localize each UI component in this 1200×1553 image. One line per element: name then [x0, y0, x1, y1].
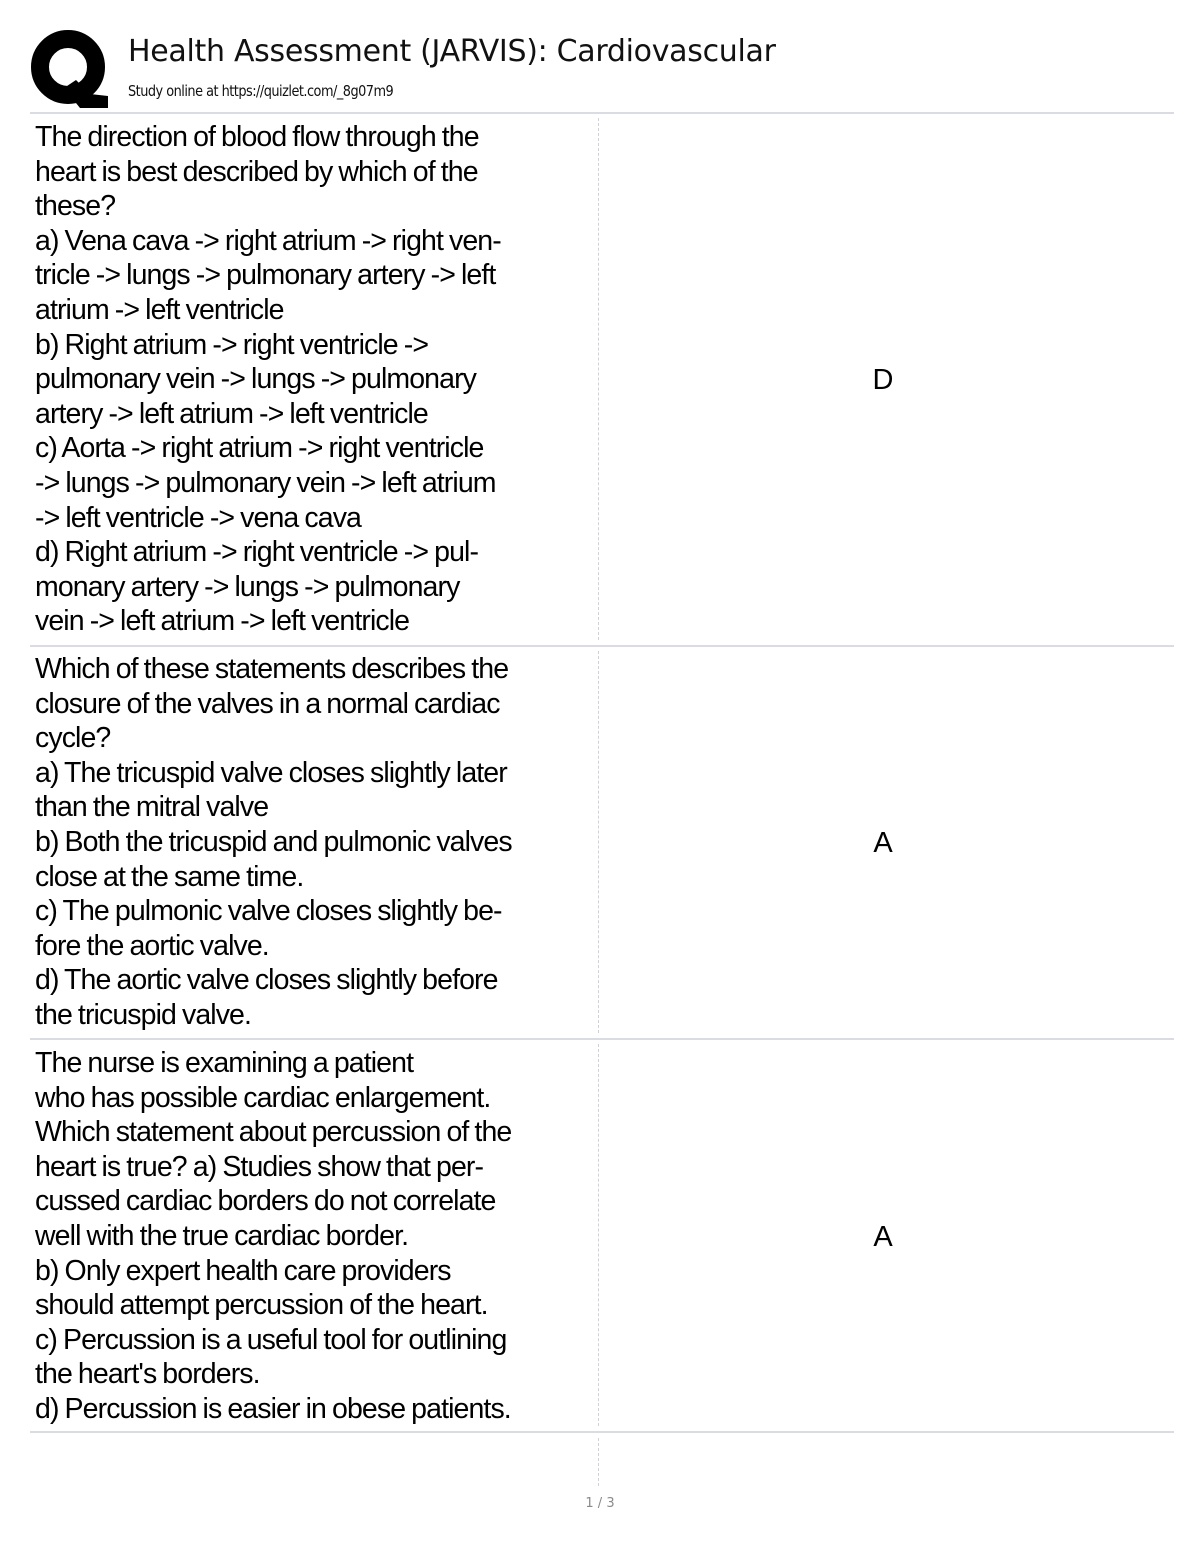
card-separator	[30, 1038, 1174, 1040]
flashcard-term: The nurse is examining a patient who has possible cardiac enlargement. Which statement about percussion of the heart is true? a) Studies show that per- cussed cardiac borders do not correlate well with the true cardiac border. b) Only expert health care providers should attempt percussion of the heart. c) Percussion is a useful tool for outlining the heart's borders. d) Percussion is easier in obese patients.	[35, 1047, 512, 1425]
card-column-divider	[598, 118, 599, 640]
quizlet-logo-icon	[30, 28, 112, 108]
flashcard-term: The direction of blood flow through the heart is best described by which of the these? a) Vena cava -> right atrium -> right ven- tricle -> lungs -> pulmonary artery -> left atrium -> left ventricle b) Right atrium -> right ventricle -> pulmonary vein -> lungs -> pulmonary artery -> left atrium -> left ventricle c) Aorta -> right atrium -> right ventricle -> lungs -> pulmonary vein -> left atrium -> left ventricle -> vena cava d) Right atrium -> right ventricle -> pul- monary artery -> lungs -> pulmonary vein -> left atrium -> left ventricle	[35, 121, 501, 638]
flashcard-term: Which of these statements describes the closure of the valves in a normal cardiac cycle? a) The tricuspid valve closes slightly later than the mitral valve b) Both the tricuspid and pulmonic valves close at the same time. c) The pulmonic valve closes slightly be- fore the aortic valve. d) The aortic valve closes slightly before the tricuspid valve.	[35, 653, 512, 1031]
flashcard-definition: A	[873, 827, 893, 859]
document-title: Health Assessment (JARVIS): Cardiovascular	[128, 34, 776, 69]
study-online-link[interactable]: Study online at https://quizlet.com/_8g07m9	[128, 82, 394, 100]
flashcard-definition: A	[873, 1221, 893, 1253]
page-header	[30, 28, 1174, 110]
card-column-divider	[598, 651, 599, 1033]
page-number: 1 / 3	[585, 1496, 615, 1511]
card-column-divider	[598, 1044, 599, 1426]
card-separator	[30, 1431, 1174, 1433]
card-column-divider	[598, 1438, 599, 1486]
card-separator	[30, 645, 1174, 647]
header-divider	[30, 112, 1174, 114]
flashcard-definition: D	[872, 364, 894, 396]
